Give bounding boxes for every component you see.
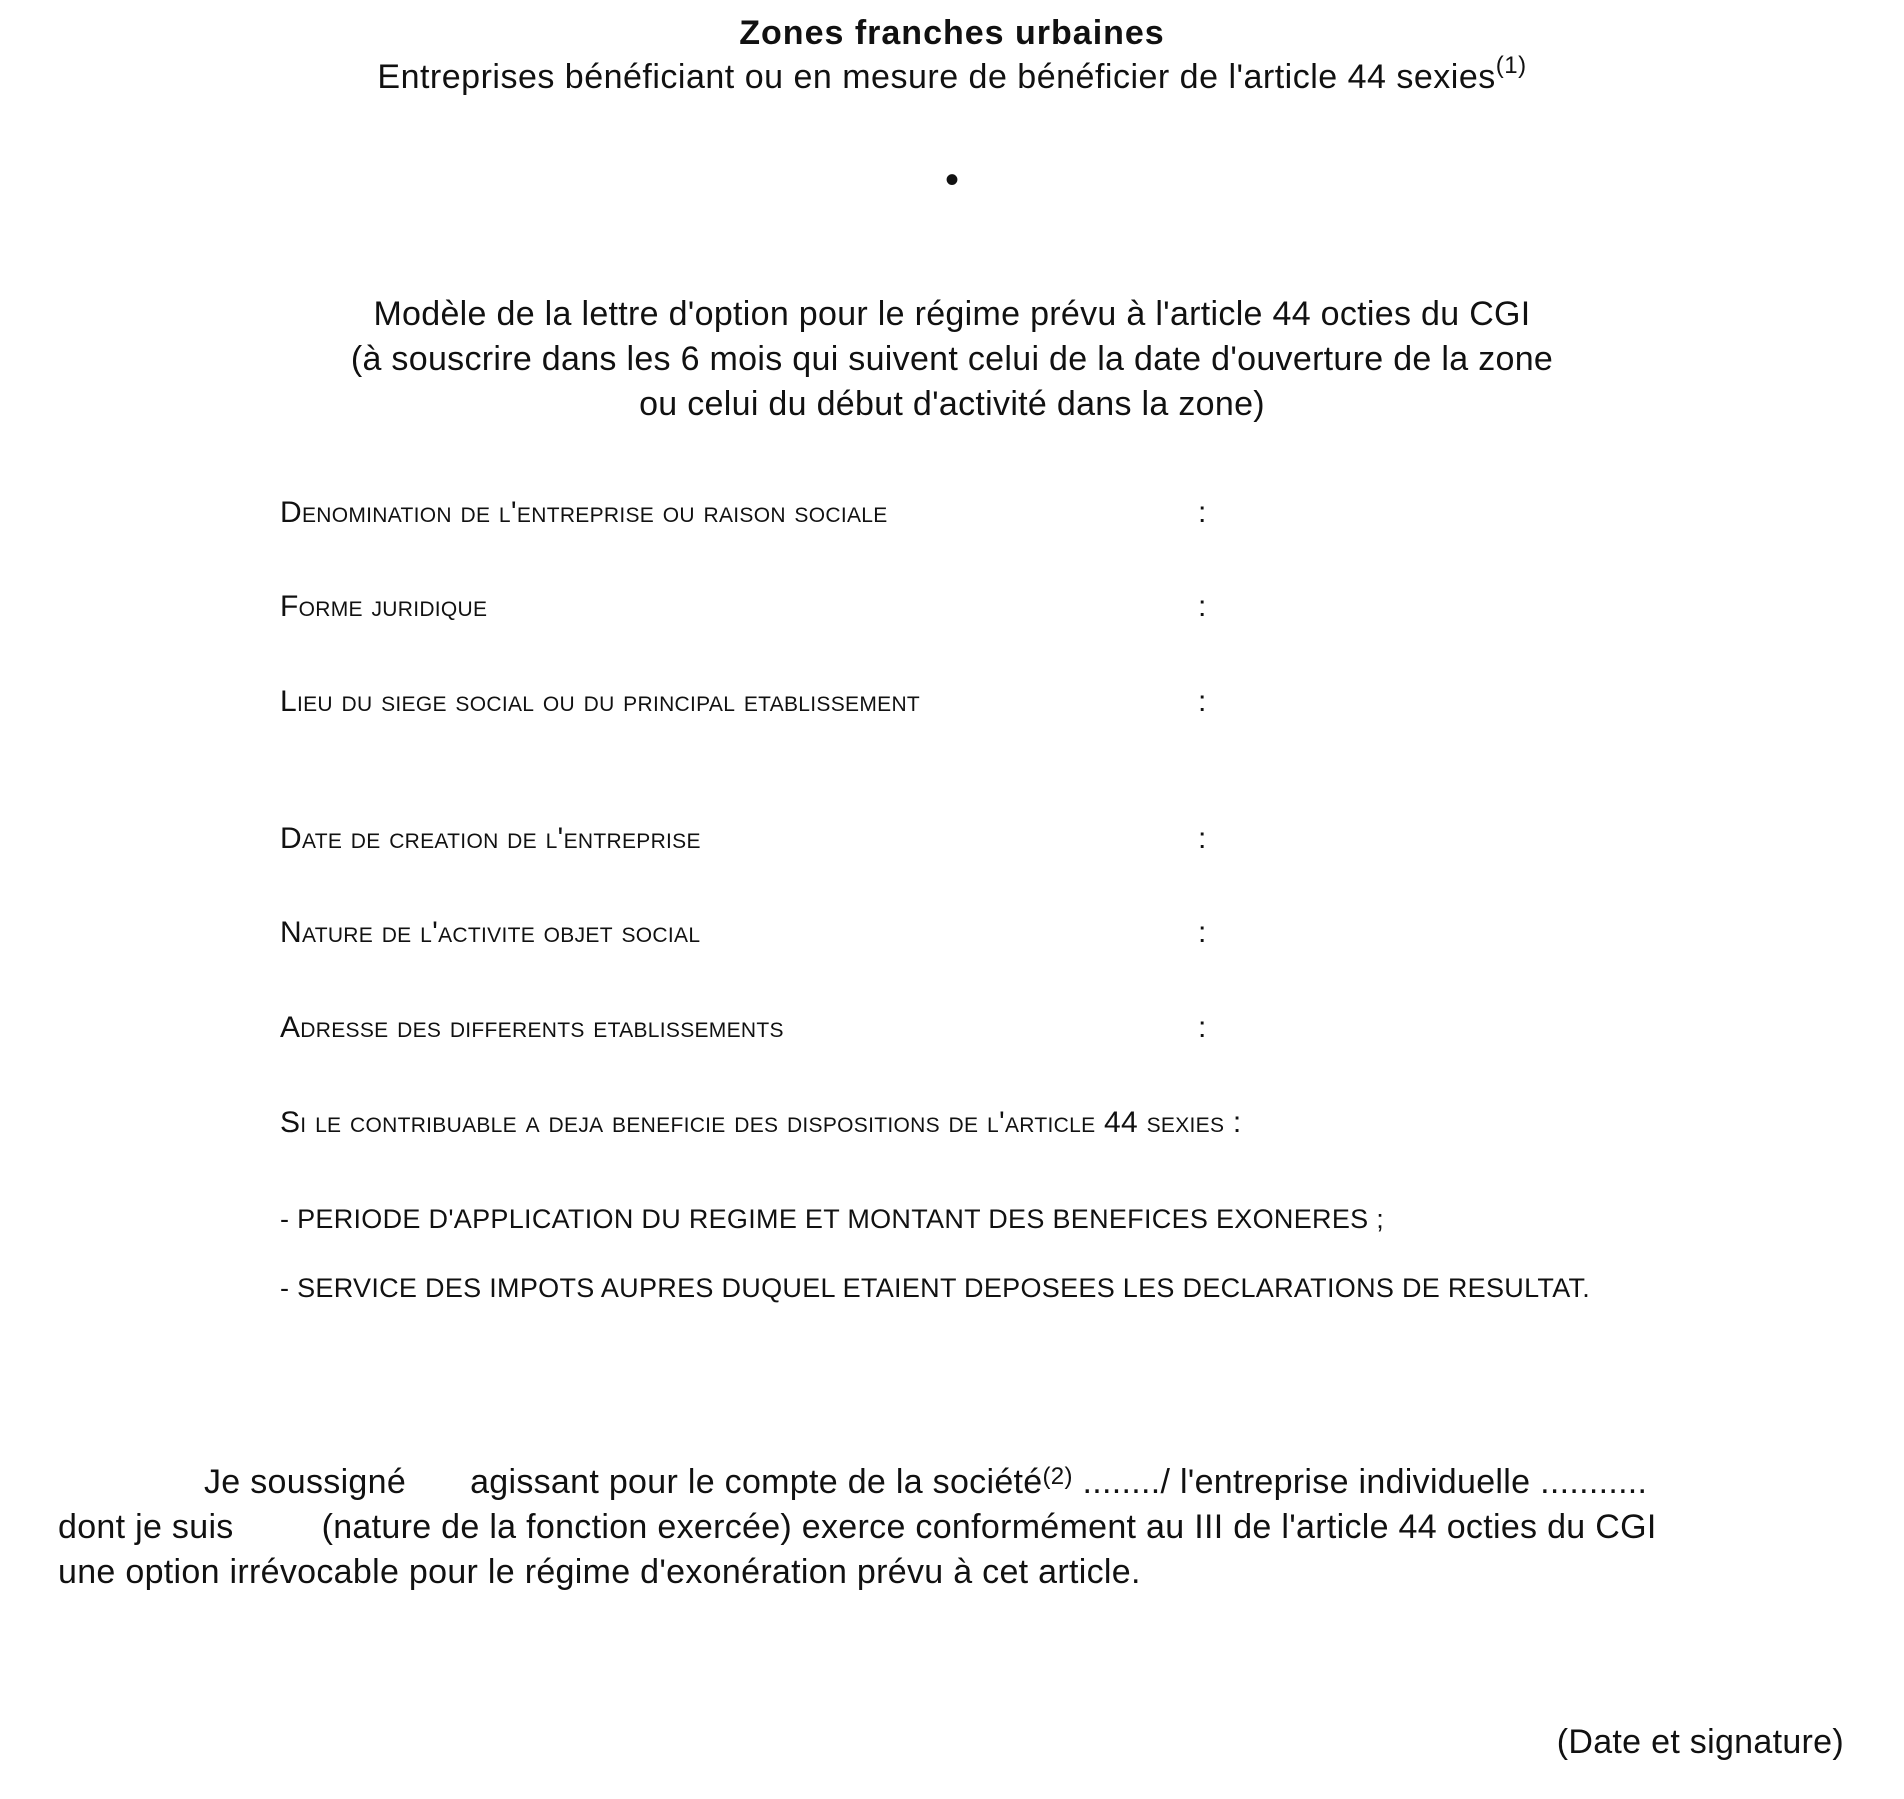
declaration-entreprise: ......../ l'entreprise individuelle ........... — [1072, 1463, 1648, 1501]
page-subtitle — [0, 52, 1904, 97]
field-label-denomination: Denomination de l'entreprise ou raison sociale — [280, 496, 888, 529]
field-colon-denomination: : — [1198, 496, 1207, 529]
field-colon-adresse-etablissements: : — [1198, 1011, 1207, 1044]
prior-benefit-item-period: - PERIODE D'APPLICATION DU REGIME ET MONTANT DES BENEFICES EXONERES ; — [280, 1204, 1385, 1234]
model-heading-line-3: ou celui du début d'activité dans la zone) — [639, 385, 1265, 423]
field-colon-forme-juridique: : — [1198, 590, 1207, 623]
prior-benefit-label: Si le contribuable a deja beneficie des dispositions de l'article 44 sexies : — [280, 1106, 1242, 1139]
page-title: Zones franches urbaines — [739, 14, 1165, 52]
field-label-lieu-siege: Lieu du siege social ou du principal etablissement — [280, 685, 921, 718]
declaration-line-3: une option irrévocable pour le régime d'exonération prévu à cet article. — [58, 1553, 1141, 1591]
declaration-line-1 — [58, 1460, 1844, 1505]
field-label-adresse-etablissements: Adresse des differents etablissements — [280, 1011, 784, 1044]
field-colon-lieu-siege: : — [1198, 685, 1207, 718]
declaration-agissant: agissant pour le compte de la société — [470, 1463, 1043, 1501]
field-colon-date-creation: : — [1198, 822, 1207, 855]
prior-benefit-item-service: - SERVICE DES IMPOTS AUPRES DUQUEL ETAIENT DEPOSEES LES DECLARATIONS DE RESULTAT. — [280, 1273, 1591, 1303]
field-label-forme-juridique: Forme juridique — [280, 590, 488, 623]
declaration-line-2 — [58, 1505, 1844, 1550]
field-label-date-creation: Date de creation de l'entreprise — [280, 822, 701, 855]
model-heading-line-2: (à souscrire dans les 6 mois qui suivent celui de la date d'ouverture de la zone — [350, 340, 1554, 378]
model-heading-line-1: Modèle de la lettre d'option pour le régime prévu à l'article 44 octies du CGI — [373, 295, 1531, 333]
declaration-paragraph — [58, 1460, 1844, 1595]
model-heading — [0, 292, 1904, 427]
declaration-dont-je-suis: dont je suis — [58, 1508, 234, 1546]
field-label-nature-activite: Nature de l'activite objet social — [280, 916, 701, 949]
declaration-soussigne: Je soussigné — [204, 1463, 407, 1501]
field-colon-nature-activite: : — [1198, 916, 1207, 949]
footnote-ref-1: (1) — [1495, 52, 1527, 79]
footnote-ref-2: (2) — [1042, 1463, 1073, 1490]
signature-placeholder: (Date et signature) — [1556, 1723, 1844, 1761]
bullet-separator: • — [944, 158, 959, 202]
subtitle-text: Entreprises bénéficiant ou en mesure de bénéficier de l'article 44 sexies — [377, 58, 1496, 96]
declaration-fonction: (nature de la fonction exercée) exerce conformément au III de l'article 44 octies du CGI — [321, 1508, 1657, 1546]
